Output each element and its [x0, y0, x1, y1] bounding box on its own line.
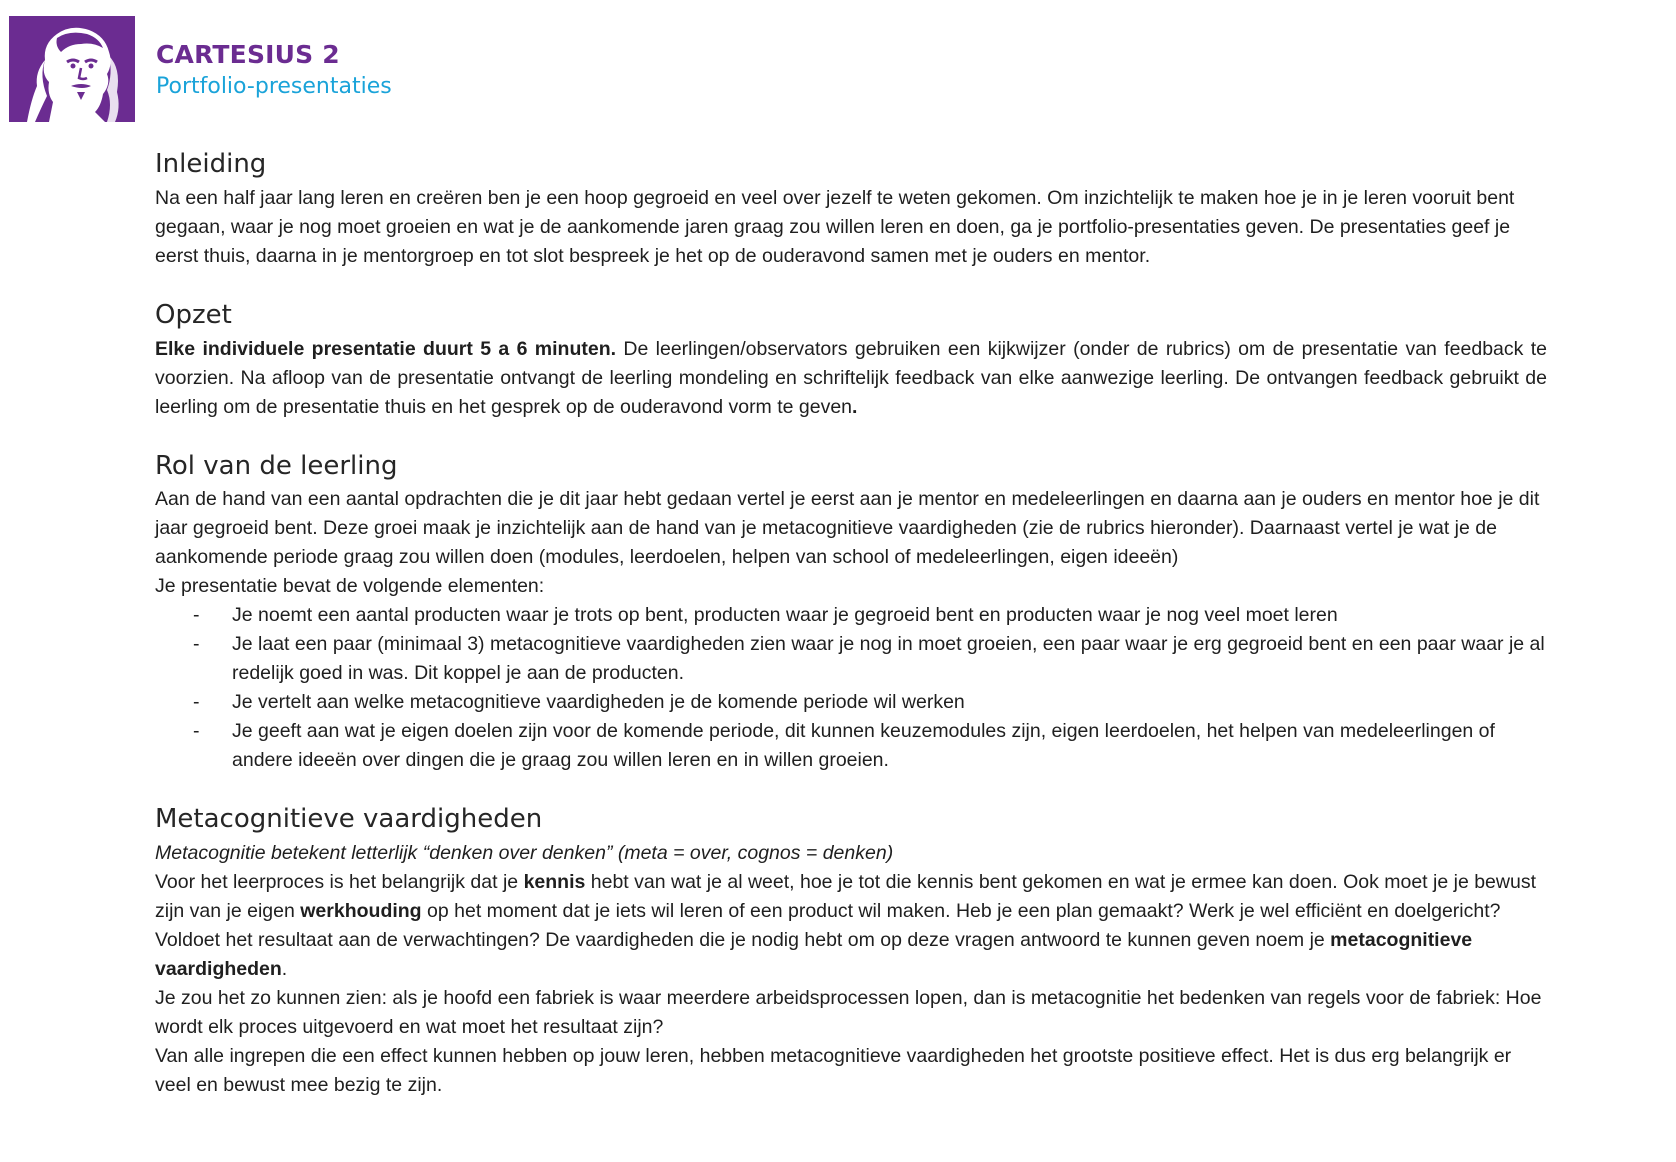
meta-p1-vaardigheden: metacognitieve vaardigheden: [155, 929, 1473, 981]
brand-header: [156, 40, 392, 100]
section-inleiding: [155, 148, 1547, 271]
opzet-bold-end: .: [852, 395, 858, 418]
brand-title: CARTESIUS 2: [156, 40, 340, 69]
inleiding-paragraph: Na een half jaar lang leren en creëren ben je een hoop gegroeid en veel over jezelf te weten gekomen. Om inzichtelijk te maken hoe je in je leren vooruit bent gegaan, waar je nog moet groeien en wat je de aankomende jaren graag zou willen leren en doen, ga je portfolio-presentaties geven. De presentaties geef je eerst thuis, daarna in je mentorgroep en tot slot bespreek je het op de ouderavond samen met je ouders en mentor.: [155, 186, 1515, 267]
section-heading-rol: Rol van de leerling: [155, 450, 398, 481]
section-meta: [155, 803, 1547, 1100]
portrait-icon: [9, 16, 135, 122]
rol-paragraph: Aan de hand van een aantal opdrachten die je dit jaar hebt gedaan vertel je eerst aan je mentor en medeleerlingen en daarna aan je ouders en mentor hoe je dit jaar gegroeid bent. Deze groei maak je inzichtelijk aan de hand van je metacognitieve vaardigheden (zie de rubrics hieronder). Daarnaast vertel je wat je de aankomende periode graag zou willen doen (modules, leerdoelen, helpen van school of medeleerlingen, eigen ideeën): [155, 488, 1540, 569]
meta-p1-a: Voor het leerproces is het belangrijk dat je: [155, 871, 524, 894]
section-rol: [155, 450, 1547, 776]
meta-p1-c: hebt van wat je al weet, hoe je tot die kennis bent gekomen en wat je ermee kan doen. Ook moet je je bewust zijn van je eigen: [155, 871, 1536, 923]
section-heading-inleiding: Inleiding: [155, 149, 267, 179]
meta-paragraph-2: Je zou het zo kunnen zien: als je hoofd een fabriek is waar meerdere arbeidsprocessen lopen, dan is metacognitie het bedenken van regels voor de fabriek: Hoe wordt elk proces uitgevoerd en wat moet het resultaat zijn?: [155, 987, 1542, 1039]
meta-paragraph-1[interactable]: [155, 868, 1547, 984]
section-opzet: [155, 299, 1547, 422]
meta-p1-kennis: kennis: [523, 871, 586, 894]
section-heading-opzet: Opzet: [155, 299, 232, 330]
meta-paragraph-3: Van alle ingrepen die een effect kunnen hebben op jouw leren, hebben metacognitieve vaardigheden het grootste positieve effect. Het is dus erg belangrijk er veel en bewust mee bezig te zijn.: [155, 1045, 1512, 1097]
section-heading-meta: Metacognitieve vaardigheden: [155, 804, 543, 835]
rol-list: [155, 601, 1547, 775]
descartes-portrait-logo: [9, 16, 135, 122]
list-item: - Je laat een paar (minimaal 3) metacognitieve vaardigheden zien waar je nog in moet groeien, een paar waar je erg gegroeid bent en een paar waar je al redelijk goed in was. Dit koppel je aan de producten.: [155, 630, 1547, 688]
list-item: - Je geeft aan wat je eigen doelen zijn voor de komende periode, dit kunnen keuzemodules zijn, eigen leerdoelen, het helpen van medeleerlingen of andere ideeën over dingen die je graag zou willen leren en in willen groeien.: [155, 717, 1547, 775]
meta-definition: Metacognitie betekent letterlijk “denken over denken” (meta = over, cognos = denken): [155, 842, 894, 865]
opzet-paragraph: [155, 335, 1547, 422]
opzet-bold-lead: Elke individuele presentatie duurt 5 a 6 minuten.: [155, 337, 617, 360]
meta-p1-g: .: [281, 958, 288, 981]
list-item: - Je vertelt aan welke metacognitieve vaardigheden je de komende periode wil werken: [155, 688, 1547, 717]
meta-p1-e: op het moment dat je iets wil leren of een product wil maken. Heb je een plan gemaakt? Werk je wel efficiënt en doelgericht? Voldoet het resultaat aan de verwachtingen? De vaardigheden die je nodig hebt om op deze vragen antwoord te kunnen geven noem je: [155, 900, 1501, 952]
opzet-text: De leerlingen/observators gebruiken een kijkwijzer (onder de rubrics) om de presentatie van feedback te voorzien. Na afloop van de presentatie ontvangt de leerling mondeling en schriftelijk feedback van elke aanwezige leerling. De ontvangen feedback gebruikt de leerling om de presentatie thuis en het gesprek op de ouderavond vorm te geven: [155, 337, 1548, 418]
list-item: - Je noemt een aantal producten waar je trots op bent, producten waar je gegroeid bent en producten waar je nog veel moet leren: [155, 601, 1547, 630]
brand-subtitle: Portfolio-presentaties: [156, 74, 392, 99]
document-body: [155, 148, 1547, 1128]
rol-intro: Je presentatie bevat de volgende elementen:: [155, 575, 545, 598]
meta-p1-werkhouding: werkhouding: [300, 900, 422, 923]
